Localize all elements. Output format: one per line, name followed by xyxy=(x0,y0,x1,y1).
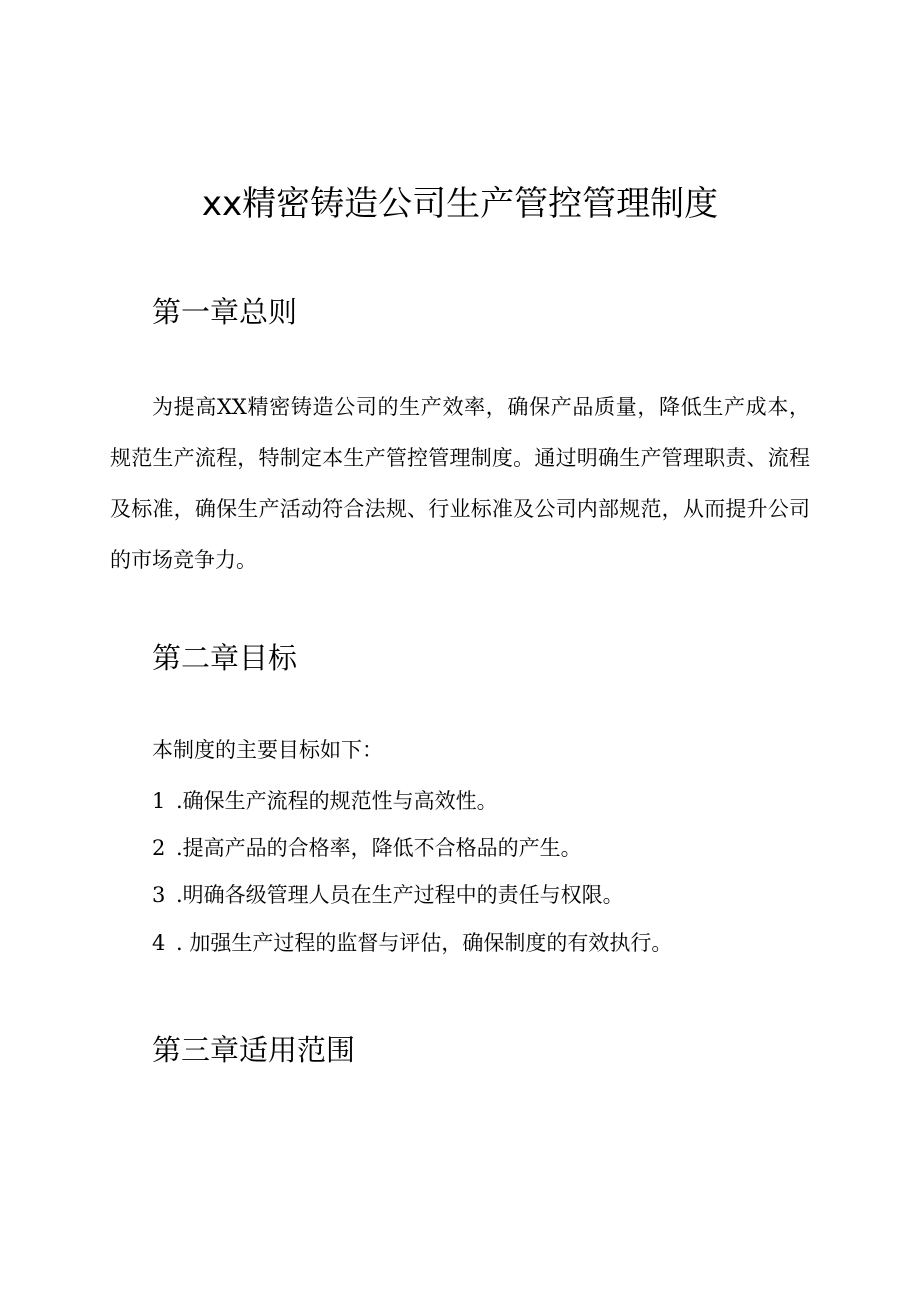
chapter-1-heading: 第一章总则 xyxy=(152,295,298,329)
list-item-text: .明确各级管理人员在生产过程中的责任与权限。 xyxy=(176,883,624,907)
list-item-number: 4 xyxy=(152,931,166,955)
list-item-text: .确保生产流程的规范性与高效性。 xyxy=(176,789,498,813)
list-item xyxy=(152,880,624,910)
list-item-text: .提高产品的合格率，降低不合格品的产生。 xyxy=(176,836,582,860)
list-item-number: 3 xyxy=(152,883,166,907)
chapter-3-heading: 第三章适用范围 xyxy=(152,1033,356,1067)
document-title: xx精密铸造公司生产管控管理制度 xyxy=(201,184,719,224)
list-item xyxy=(152,928,672,958)
chapter-2-heading: 第二章目标 xyxy=(152,641,298,675)
list-item xyxy=(152,786,498,816)
list-item xyxy=(152,833,582,863)
list-item-number: 2 xyxy=(152,836,166,860)
chapter-1-paragraph: 为提高XX精密铸造公司的生产效率，确保产品质量，降低生产成本，规范生产流程，特制定本生产管控管理制度。通过明确生产管理职责、流程及标准，确保生产活动符合法规、行业标准及公司内部规范，从而提升公司的市场竞争力。 xyxy=(110,395,810,572)
chapter-2-intro: 本制度的主要目标如下： xyxy=(152,738,383,762)
list-item-number: 1 xyxy=(152,789,166,813)
list-item-text: . 加强生产过程的监督与评估，确保制度的有效执行。 xyxy=(176,931,673,955)
